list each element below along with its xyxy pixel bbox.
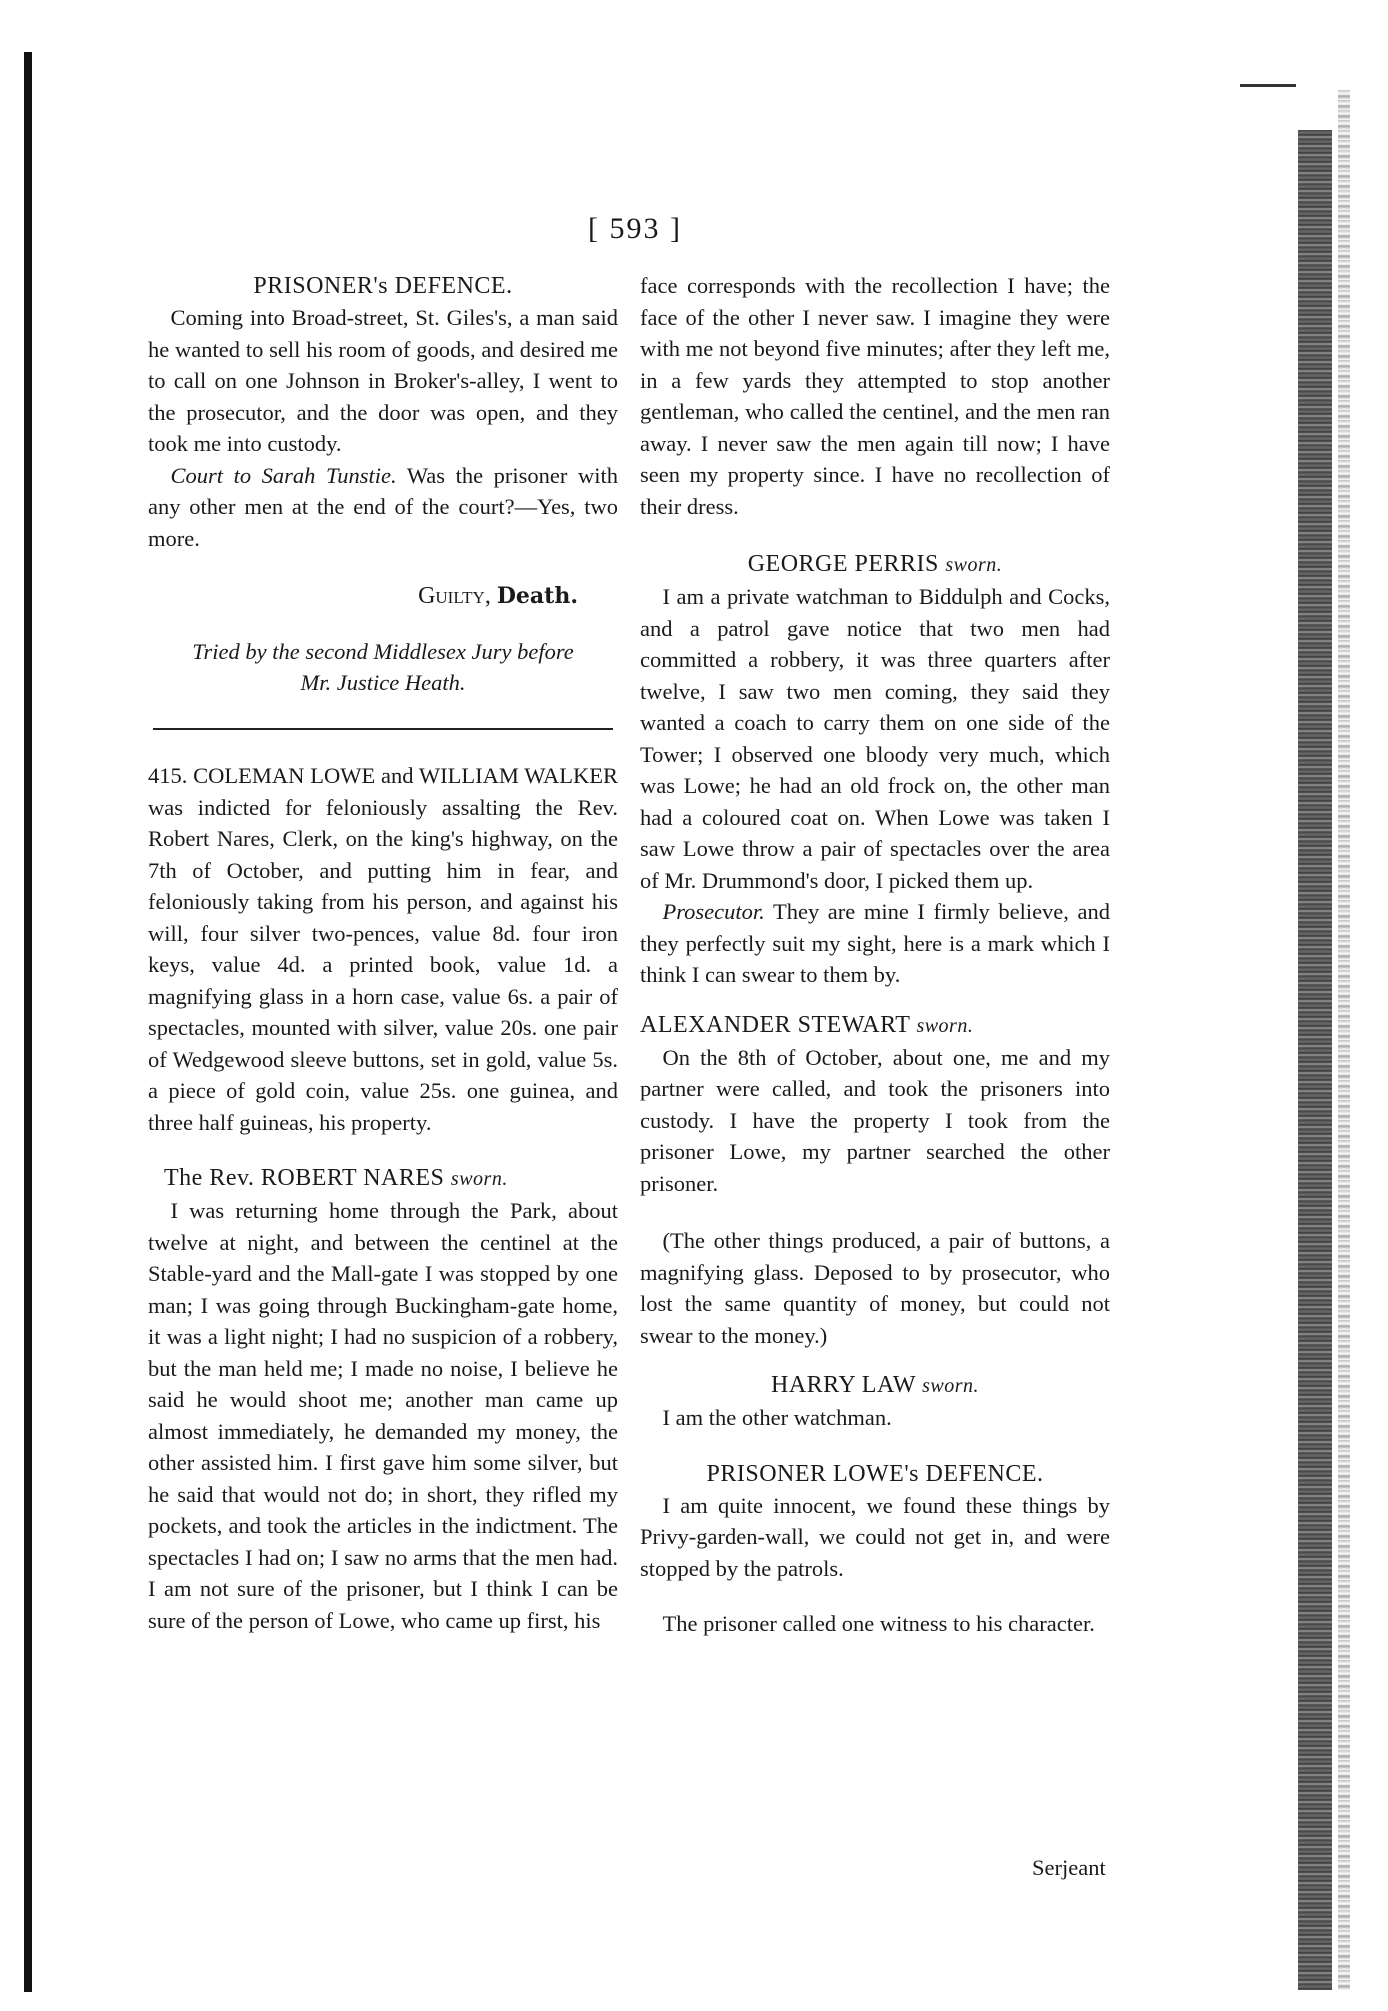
paragraph: face corresponds with the recollection I have; the face of the other I never saw. I imagine they were with me not beyond five minutes; after they left me, in a few yards they attempted to stop another gentleman, who called the centinel, and the men ran away. I never saw the men again till now; I have seen my property since. I have no recollection of their dress.: [640, 273, 1110, 519]
sworn-label: sworn.: [450, 1168, 508, 1190]
binding-edge-shadow: [1338, 90, 1350, 1990]
page-number: [ 593 ]: [588, 212, 682, 245]
catchword: Serjeant: [1032, 1855, 1106, 1880]
sworn-label: sworn.: [916, 1014, 974, 1037]
paragraph: The prisoner called one witness to his character.: [662, 1611, 1095, 1636]
verdict-word: Death.: [496, 583, 578, 609]
sworn-label: sworn.: [945, 554, 1003, 576]
left-column: [148, 270, 618, 1636]
paragraph: I am the other watchman.: [662, 1405, 892, 1430]
paragraph: On the 8th of October, about one, me and my partner were called, and took the prisoners into custody. I have the property I took from the prisoner Lowe, my partner searched the other prisoner.: [640, 1044, 1110, 1196]
witness-heading: [148, 1162, 618, 1195]
speaker-label: Court to Sarah Tunstie.: [170, 462, 397, 488]
paragraph-text: They are mine I firmly believe, and they perfectly suit my sight, here is a mark which I think I can swear to them by.: [640, 899, 1110, 987]
verdict-label: Guilty,: [418, 583, 491, 609]
witness-heading: [640, 1009, 1110, 1042]
page-edge-shadow: [24, 52, 32, 1992]
verdict: [148, 580, 618, 612]
trial-note: Mr. Justice Heath.: [300, 670, 466, 695]
trial-note: Tried by the second Middlesex Jury before: [192, 639, 574, 664]
paragraph: [148, 460, 618, 555]
binding-edge-shadow: [1298, 130, 1332, 1990]
section-heading: PRISONER's DEFENCE.: [253, 273, 513, 299]
sworn-label: sworn.: [922, 1375, 979, 1397]
witness-name: HARRY LAW: [771, 1372, 916, 1398]
witness-heading: [640, 1369, 1110, 1402]
page-edge-mark: [1240, 84, 1296, 87]
paragraph: Coming into Broad-street, St. Giles's, a man said he wanted to sell his room of goods, and desired me to call on one Johnson in Broker's-alley, I went to the prosecutor, and the door was open, and they took me into custody.: [148, 305, 618, 456]
witness-name: ALEXANDER STEWART: [640, 1011, 910, 1038]
witness-name: GEORGE PERRIS: [747, 551, 939, 577]
section-heading: PRISONER LOWE's DEFENCE.: [706, 1460, 1044, 1487]
case-paragraph: 415. COLEMAN LOWE and WILLIAM WALKER was indicted for feloniously assalting the Rev. Robert Nares, Clerk, on the king's highway, on the 7th of October, and putting him in fear, and feloniously taking from his person, and against his will, four silver two-pences, value 8d. four iron keys, value 4d. a printed book, value 1d. a magnifying glass in a horn case, value 6s. a pair of spectacles, mounted with silver, value 20s. one pair of Wedgewood sleeve buttons, set in gold, value 5s. a piece of gold coin, value 25s. one guinea, and three half guineas, his property.: [148, 763, 618, 1135]
paragraph: (The other things produced, a pair of buttons, a magnifying glass. Deposed to by prosecutor, who lost the same quantity of money, but could not swear to the money.): [640, 1228, 1110, 1348]
paragraph: [640, 896, 1110, 991]
speaker-label: Prosecutor.: [662, 899, 765, 924]
right-column: [640, 270, 1110, 1640]
paragraph-text: Was the prisoner with any other men at the end of the court?—Yes, two more.: [148, 462, 618, 551]
paragraph: I am a private watchman to Biddulph and Cocks, and a patrol gave notice that two men had committed a robbery, it was three quarters after twelve, I saw two men coming, they said they wanted a coach to carry them on one side of the Tower; I observed one bloody very much, which was Lowe; he had an old frock on, the other man had a coloured coat on. When Lowe was taken I saw Lowe throw a pair of spectacles over the area of Mr. Drummond's door, I picked them up.: [640, 584, 1110, 893]
witness-heading: [640, 548, 1110, 581]
witness-name: The Rev. ROBERT NARES: [164, 1165, 445, 1191]
paragraph: I was returning home through the Park, about twelve at night, and between the centinel at the Stable-yard and the Mall-gate I was stopped by one man; I was going through Buckingham-gate home, it was a light night; I had no suspicion of a robbery, but the man held me; I made no noise, I believe he said he would shoot me; another man came up almost immediately, he demanded my money, the other assisted him. I first gave him some silver, but he said that would not do; in short, they rifled my pockets, and took the articles in the indictment. The spectacles I had on; I saw no arms that the men had. I am not sure of the prisoner, but I think I can be sure of the person of Lowe, who came up first, his: [148, 1198, 618, 1633]
paragraph: I am quite innocent, we found these things by Privy-garden-wall, we could not get in, and were stopped by the patrols.: [640, 1492, 1110, 1581]
